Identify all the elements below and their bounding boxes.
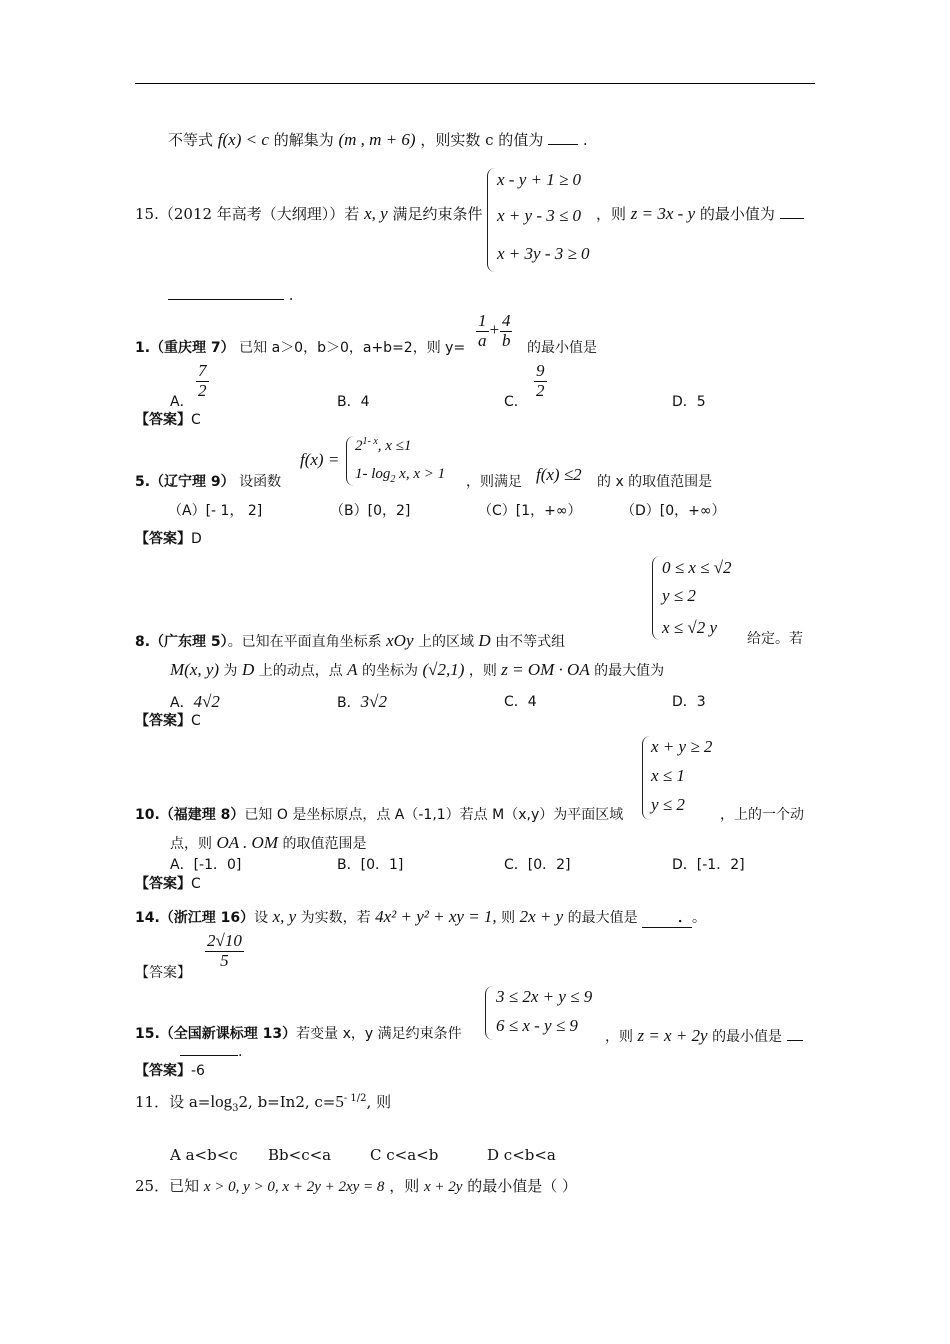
q8-text2: 上的区域	[417, 634, 474, 650]
q1-text: 已知 a＞0，b＞0，a+b=2，则 y=	[239, 340, 466, 356]
q8-option-c: C．4	[504, 694, 537, 710]
q1-answer-value: C	[191, 412, 201, 428]
q15-text: 若变量 x，y 满足约束条件	[296, 1026, 462, 1042]
q11-log: log	[210, 1092, 233, 1111]
q8-text1: 。已知在平面直角坐标系	[227, 634, 382, 650]
q15-blank-2	[180, 1055, 238, 1056]
q10-text: 已知 O 是坐标原点，点 A（-1,1）若点 M（x,y）为平面区域	[244, 807, 624, 823]
q15a-brace	[487, 168, 496, 272]
q15-end: .	[238, 1044, 243, 1060]
q5-brace	[346, 436, 354, 486]
q8-constraint-2: y ≤ 2	[662, 586, 696, 605]
q14-equation: 4x² + y² + xy = 1,	[375, 907, 497, 926]
q8-answer-label: 【答案】	[135, 713, 191, 729]
q5-function-name: f(x) =	[300, 450, 340, 469]
q8-text4: 为	[223, 663, 238, 679]
q5-answer-label: 【答案】	[135, 531, 191, 547]
q8-a-coordinates: (√2,1)	[422, 660, 465, 679]
q14-tail-function: f(x) < c	[217, 130, 269, 149]
q14-label: 14.（浙江理 16）	[135, 910, 255, 926]
q15-answer-label: 【答案】	[135, 1063, 191, 1079]
q5-piece-1	[355, 436, 411, 455]
q15a-constraint-1: x - y + 1 ≥ 0	[497, 170, 582, 189]
q14-end: 。	[692, 910, 707, 926]
q10-option-c: C．[0．2]	[504, 857, 571, 873]
q10-option-a: A．[-1．0]	[170, 857, 242, 873]
q1-fraction-1	[476, 312, 489, 350]
q15-objective: z = x + 2y	[637, 1026, 708, 1045]
q14-tail-line	[168, 130, 588, 150]
q11-log-base: 3	[232, 1103, 239, 1114]
q14-line	[135, 907, 706, 928]
q25-then: ，则	[389, 1177, 420, 1195]
q15a-blank-1	[780, 218, 804, 219]
q10-tail: ，上的一个动	[720, 807, 804, 823]
q1-frac1-num: 1	[478, 311, 487, 330]
q14-tail-pre: 不等式	[168, 131, 214, 149]
q15-blank-1	[787, 1040, 803, 1041]
q15-label: 15.（全国新课标理 13）	[135, 1026, 297, 1042]
q8-region-d-2: D	[241, 660, 255, 679]
q8-text5: 上的动点，点	[258, 663, 343, 679]
q14-tail-interval: (m , m + 6)	[338, 130, 416, 149]
q8-answer-value: C	[191, 713, 201, 729]
q5-option-c: （C）[1，+∞）	[478, 503, 582, 519]
q10-answer-label: 【答案】	[135, 876, 191, 892]
q5-option-b: （B）[0，2]	[330, 503, 411, 519]
q10-answer	[135, 876, 201, 893]
q8-xoy: xOy	[386, 631, 414, 650]
q14-text1: 设	[254, 910, 269, 926]
q14-expression: 2x + y	[519, 907, 564, 926]
q5-line	[135, 474, 281, 491]
q15a-cond-text: 满足约束条件	[392, 205, 483, 223]
q15a-end: .	[288, 286, 294, 304]
q15-ask: 的最小值是	[712, 1029, 783, 1045]
q1-frac1-den: a	[478, 330, 487, 350]
q11-log-arg: 2	[238, 1093, 249, 1111]
q11-label: 11．设 a=	[135, 1093, 211, 1111]
q8-option-b	[337, 692, 387, 712]
q15-constraint-2: 6 ≤ x - y ≤ 9	[496, 1016, 578, 1035]
q8-ask: 的最大值为	[594, 663, 665, 679]
q8-label: 8.（广东理 5）	[135, 634, 228, 650]
q15-constraint-1: 3 ≤ 2x + y ≤ 9	[496, 987, 593, 1006]
q10-constraint-3: y ≤ 2	[651, 795, 685, 814]
q15-blank-line	[180, 1044, 242, 1061]
q5-piece2-log: 1- log	[355, 466, 391, 482]
q8-region-d: D	[478, 631, 491, 650]
q5-answer	[135, 531, 202, 548]
q15-brace	[485, 986, 494, 1040]
q5-then: ，则满足	[466, 474, 522, 490]
q5-piece2-cond: x, x > 1	[395, 466, 446, 482]
q1-expression	[476, 312, 512, 350]
q5-option-a	[168, 503, 262, 520]
q5-piece-2	[355, 465, 445, 486]
header-rule	[135, 83, 815, 84]
q11-mid: , b=In2, c=	[248, 1093, 336, 1111]
q11-c-base: 5	[335, 1092, 344, 1111]
q11-c-exp: - 1/2	[343, 1093, 367, 1104]
q5-label: 5.（辽宁理 9）	[135, 474, 235, 490]
q8-constraint-3: x ≤ √2 y	[662, 618, 718, 637]
q1-plus: +	[488, 320, 500, 340]
q15a-blank-2	[168, 299, 284, 300]
q10-line-1	[135, 807, 623, 824]
q8-objective: z = OM · OA	[501, 660, 590, 679]
q1-frac2-num: 4	[501, 311, 511, 330]
q15-line	[135, 1026, 462, 1043]
q15-then: ，则	[605, 1029, 633, 1045]
q8-line-1	[135, 631, 565, 651]
q14-blank: ．	[642, 910, 692, 928]
q1-option-a-value	[196, 362, 209, 400]
q5-text: 设函数	[239, 474, 282, 490]
q25-line	[135, 1177, 577, 1196]
q5-optA-label: （A）	[168, 503, 206, 519]
q1-line	[135, 340, 465, 357]
q14-ask: 的最大值是	[567, 910, 638, 926]
q8-optA-value: 4√2	[193, 692, 220, 711]
q15a-ask: 的最小值为	[699, 205, 775, 223]
q15-answer	[135, 1063, 205, 1080]
q14-tail-mid: 的解集为	[273, 131, 334, 149]
q5-piece2-base: 2	[390, 474, 396, 485]
q1-option-b: B．4	[337, 394, 370, 410]
q10-line2-pre: 点，则	[170, 836, 212, 852]
q11-option-d: D c<b<a	[487, 1146, 556, 1164]
q14-text3: 则	[501, 910, 516, 926]
q1-option-a-label: A．	[170, 394, 194, 410]
q14-tail-end: .	[582, 131, 588, 149]
q8-option-d: D．3	[672, 694, 706, 710]
q8-constraint-1: 0 ≤ x ≤ √2	[662, 558, 732, 577]
q15a-constraint-2: x + y - 3 ≤ 0	[497, 206, 582, 225]
q10-answer-value: C	[191, 876, 201, 892]
q5-piece1-base: 2	[355, 438, 363, 454]
q14-answer-label: 【答案】	[135, 965, 191, 981]
q15a-blank-line	[168, 286, 294, 304]
q5-piece1-cond: , x ≤1	[377, 438, 412, 454]
q15a-line	[135, 204, 482, 224]
q11-line	[135, 1092, 391, 1115]
q11-end: , 则	[366, 1093, 392, 1111]
q15-answer-value: -6	[191, 1063, 205, 1079]
q14-ans-den: 5	[220, 950, 229, 970]
q1-fraction-2	[500, 312, 513, 350]
q15a-tail	[596, 204, 804, 224]
q11-option-c: C c<a<b	[370, 1146, 439, 1164]
q14-tail-blank	[548, 144, 578, 145]
q1-answer	[135, 412, 201, 429]
q1-optC-num: 9	[536, 361, 545, 380]
q11-option-b: Bb<c<a	[268, 1146, 332, 1164]
q8-optB-value: 3√2	[360, 692, 387, 711]
q15a-objective: z = 3x - y	[630, 204, 696, 223]
q5-optA-value: [- 1， 2]	[205, 503, 263, 519]
q10-line-2	[170, 833, 366, 853]
q5-condition: f(x) ≤2	[536, 465, 582, 484]
q1-ask: 的最小值是	[527, 340, 597, 356]
q10-constraint-2: x ≤ 1	[651, 766, 685, 785]
q15a-label: 15.（2012 年高考（大纲理））若	[135, 205, 360, 223]
q1-optA-num: 7	[198, 361, 207, 380]
q8-point-a: A	[347, 660, 358, 679]
q8-given: 给定。若	[747, 631, 803, 647]
q11-option-a: A a<b<c	[170, 1146, 238, 1164]
q8-text6: 的坐标为	[362, 663, 419, 679]
q8-text3: 由不等式组	[495, 634, 566, 650]
q10-brace	[642, 736, 651, 820]
q8-line-2	[170, 660, 664, 680]
q10-option-b: B．[0．1]	[337, 857, 404, 873]
q5-answer-value: D	[191, 531, 202, 547]
q15a-then: ，则	[596, 205, 627, 223]
q14-text2: 为实数，若	[300, 910, 371, 926]
q10-label: 10.（福建理 8）	[135, 807, 245, 823]
q15a-constraint-3: x + 3y - 3 ≥ 0	[497, 244, 590, 263]
q10-option-d: D．[-1．2]	[672, 857, 745, 873]
q10-line2-ask: 的取值范围是	[282, 836, 367, 852]
q10-constraint-1: x + y ≥ 2	[651, 737, 713, 756]
q25-label: 25．已知	[135, 1177, 200, 1195]
q1-optC-den: 2	[536, 380, 545, 400]
q10-vectors: OA . OM	[216, 833, 278, 852]
q8-text7: ，则	[468, 663, 497, 679]
q1-option-d: D．5	[672, 394, 706, 410]
q14-tail-post: ，则实数 c 的值为	[420, 131, 544, 149]
q15-tail	[605, 1026, 803, 1046]
q8-option-a	[170, 692, 220, 712]
q25-condition: x > 0, y > 0, x + 2y + 2xy = 8	[203, 1179, 385, 1195]
q8-optA-label: A．	[170, 695, 194, 711]
q5-ask: 的 x 的取值范围是	[597, 474, 713, 490]
q15a-vars: x, y	[364, 204, 388, 223]
q5-piece1-exp: 1- x	[362, 436, 378, 447]
q8-optB-label: B．	[337, 695, 361, 711]
q14-vars: x, y	[272, 907, 297, 926]
q1-answer-label: 【答案】	[135, 412, 191, 428]
q14-answer-value	[205, 932, 244, 970]
q1-label: 1.（重庆理 7）	[135, 340, 235, 356]
q8-brace	[652, 556, 661, 640]
q1-optA-den: 2	[198, 380, 207, 400]
q1-option-c-label: C．	[504, 394, 528, 410]
q8-answer	[135, 713, 201, 730]
q25-expression: x + 2y	[424, 1179, 463, 1195]
q8-point-m: M(x, y)	[170, 660, 220, 679]
q25-ask: 的最小值是（ ）	[467, 1177, 578, 1195]
q14-ans-num: 2√10	[207, 931, 242, 950]
q1-frac2-den: b	[501, 330, 511, 350]
q5-option-d: （D）[0，+∞）	[621, 503, 726, 519]
q1-option-c-value	[534, 362, 547, 400]
